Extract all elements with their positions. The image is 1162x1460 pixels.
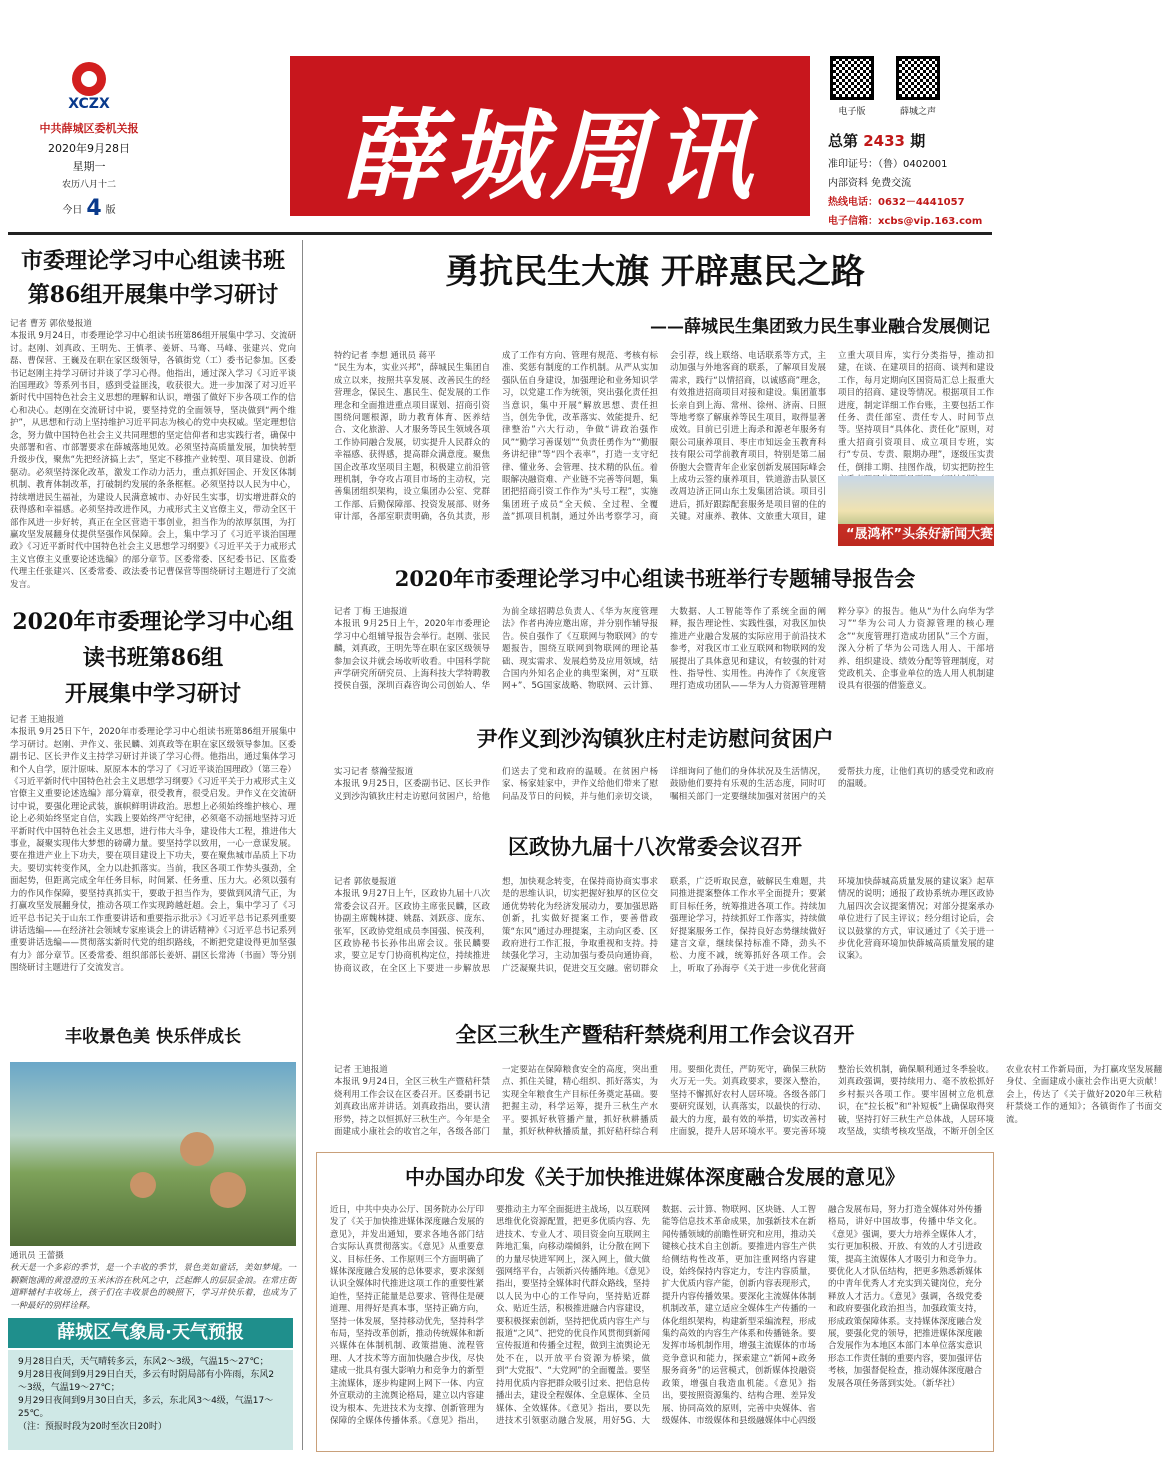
- photo-figure: [180, 1132, 214, 1166]
- weather-line: 9月28日夜间到9月29日白天，多云有时阴局部有小阵雨，东风2～3级，气温19～27℃；: [18, 1370, 275, 1393]
- weekday: 星期一: [72, 160, 106, 173]
- photo-story-headline[interactable]: 丰收景色美 快乐伴成长: [65, 1027, 241, 1047]
- article7-body: 近日，中共中央办公厅、国务院办公厅印发了《关于加快推进媒体深度融合发展的意见》，并发出通知，要求各地各部门结合实际认真贯彻落实。《意见》从重要意义、目标任务、工作原则三个方面明确了媒体深度融合发展的总体要求，要求深刻认识全媒体时代推进这项工作的重要性紧迫性，坚持正能量是总要求、管得住是硬道理、用得好是真本事，坚持正确方向，坚持一体发展，坚持移动优先，坚持科学布局，坚持改革创新，推动传统媒体和新兴媒体在体制机制、政策措施、流程管理、人才技术等方面加快融合步伐，尽快建成一批具有强大影响力和竞争力的新型主流媒体，逐步构建网上网下一体、内宣外宣联动的主流舆论格局，建立以内容建设为根本、先进技术为支撑、创新管理为保障的全媒体传播体系。《意见》指出，要推动主力军全面挺进主战场，以互联网思维优化资源配置，把更多优质内容、先进技术、专业人才、项目资金向互联网主阵地汇集，向移动端倾斜，让分散在网下的力量尽快进军网上，深入网上，做大做强网络平台，占领新兴传播阵地。《意见》指出，要坚持全媒体时代群众路线，坚持以人民为中心的工作导向，坚持贴近群众、贴近生活，积极推进融合内容建设，要积极探索创新，坚持把优质内容生产与报道“之风”、把党的优良作风贯彻到新闻宣传报道和传播全过程，做到主流舆论无处不在，以开放平台资源为桥梁，做到“大党报”、“大党网”的全面覆盖。要坚持用优质内容把群众吸引过来、把信息传播出去，建设全程媒体、全息媒体、全员媒体、全效媒体。《意见》指出，要以先进技术引领驱动融合发展，用好5G、大数据、云计算、物联网、区块链、人工智能等信息技术革命成果，加强新技术在新闻传播领域的前瞻性研究和应用，推动关键核心技术自主创新。要推进内容生产供给侧结构性改革，更加注重网络内容建设，始终保持内容定力，专注内容质量，扩大优质内容产能，创新内容表现形式，提升内容传播效果。要深化主流媒体体制机制改革，建立适应全媒体生产传播的一体化组织架构，构建新型采编流程，形成集约高效的内容生产体系和传播链条。要发挥市场机制作用，增强主流媒体的市场竞争意识和能力，探索建立“新闻+政务服务商务”的运营模式，创新媒体投融资政策，增强自我造血机能。《意见》指出，要按照资源集约、结构合理、差异发展、协同高效的原则，完善中央媒体、省级媒体、市级媒体和县级融媒体中心四级融合发展布局，努力打造全媒体对外传播格局，讲好中国故事，传播中华文化。《意见》强调，要大力培养全媒体人才，实行更加积极、开放、有效的人才引进政策，提高主流媒体人才吸引力和竞争力。要优化人才队伍结构，把更多熟悉新媒体的中青年优秀人才充实到关键岗位，充分释放人才活力。《意见》强调，各级党委和政府要强化政治担当，加强政策支持，形成政策保障体系。支持媒体深度融合发展，要强化党的领导，把推进媒体深度融合发展作为本地区本部门本单位落实意识形态工作责任制的重要内容，要加强评估考核，加强督促检查，推动媒体深度融合发展各项任务落到实处。（新华社）: [330, 1205, 982, 1426]
- org-name: 中共薛城区委机关报: [39, 122, 139, 135]
- photo-figure: [210, 1172, 246, 1208]
- qr-code-icon[interactable]: [830, 56, 874, 100]
- contest-banner-photo: [838, 476, 994, 546]
- issue-date: 2020年9月28日: [48, 142, 130, 155]
- header-left-panel: [14, 62, 164, 221]
- article6-body: 记者 王迪报道 本报讯 9月24日，全区三秋生产暨秸秆禁烧利用工作会议在区委召开。区委副书记刘真政出席并讲话。刘真政指出，要认清形势，持之以恒抓好三秋生产。今年是全面建成小康社会的收官之年，各级各部门一定要站在保障粮食安全的高度，突出重点、抓住关键，精心组织、抓好落实，为实现全年粮食生产目标任务奠定基础。要把握主动，科学运筹，提升三秋生产水平。要抓好秋管播产量，抓好秋耕播质量，抓好秋种秋播质量，抓好秸秆综合利用。要细化责任，严防死守，确保三秋防火万无一失。刘真政要求，要深入整治，坚持不懈抓好农村人居环境。各级各部门要研究谋划，认真落实，以最快的行动、最大的力度，最有效的举措，切实改善村庄面貌，提升人居环境水平。要完善环境整治长效机制，确保顺利通过冬季验收。刘真政强调，要持续用力、毫不放松抓好乡村振兴各项工作。要牢固树立危机意识，在“拉长板”和“补短板”上确保取得突破，坚持打好三秋生产总体战，人居环境攻坚战，实绩考核攻坚战，不断开创全区农业农村工作新局面，为打赢攻坚发展翻身仗、全面建成小康社会作出更大贡献！会上，传达了《关于做好2020年三秋秸秆禁烧工作的通知》；各镇街作了书面交流。: [334, 1065, 1162, 1138]
- column-rule: [302, 240, 303, 1450]
- article3-body: 记者 丁梅 王迪报道 本报讯 9月25日上午，2020年市委理论学习中心组辅导报告会举行。赵刚、张民麟，刘真政，王明先等在职在家区级领导参加会议并就会场收听收看。中国科学院声学研究所研究员、上海科技大学特聘教授侯自强，深圳百森咨询公司创始人、华为前全球招聘总负责人、《华为灰度管理法》作者冉涛应邀出席，并分别作辅导报告。侯自强作了《互联网与物联网》的专题报告，围绕互联网到物联网的理论基础、现实需求、发展趋势及应用领域，结合国内外知名企业的典型案例，对“互联网+”、5G国家战略、物联网、云计算、大数据、人工智能等作了系统全面的阐释，报告理论性、实践性强，对我区加快推进产业融合发展的实际应用于前沿技术参考，对我区市工业互联网和物联网的发展提出了具体意见和建议，有较强的针对性、指导性、实用性。冉涛作了《灰度管理打造成功团队——华为人力资源管理精粹分享》的报告。他从“为什么向华为学习”“华为公司人力资源管理的核心理念”“灰度管理打造成功团队”三个方面，深入分析了华为公司选人用人、干部培养、组织建设、绩效分配等管理制度，对党政机关、企事业单位的选人用人机制建设具有很强的借鉴意义。: [334, 607, 994, 692]
- article1-headline[interactable]: 市委理论学习中心组读书班 第86组开展集中学习研讨: [20, 248, 285, 308]
- article4-body: 实习记者 蔡瀚莹报道 本报讯 9月25日，区委副书记、区长尹作义到沙沟镇狄庄村走访慰问贫困户，给他们送去了党和政府的温暖。在贫困户杨家、杨家娃家中，尹作义给他们带来了慰问品及节日的问候，并与他们亲切交谈，详细询问了他们的身体状况及生活情况，鼓励他们要持有乐观的生活态度，同时叮嘱相关部门一定要继续加强对贫困户的关爱帮扶力度，让他们真切的感受党和政府的温暖。: [334, 767, 994, 802]
- logo-text: XCZX: [68, 96, 110, 112]
- page-count: [14, 196, 164, 221]
- print-permit: 准印证号：（鲁）0402001: [828, 159, 948, 170]
- weather-forecast: [8, 1350, 293, 1450]
- newspaper-logo: [54, 62, 124, 112]
- article6-headline[interactable]: 全区三秋生产暨秸秆禁烧利用工作会议召开: [455, 1022, 855, 1047]
- lead-headline[interactable]: 勇抗民生大旗 开辟惠民之路: [445, 252, 865, 292]
- masthead-title: 薛城周讯: [341, 99, 758, 214]
- issue-number: 总第 2433 期: [828, 132, 926, 150]
- article5-headline[interactable]: 区政协九届十八次常委会议召开: [508, 834, 802, 859]
- weather-note: （注：预报时段为20时至次日20时）: [18, 1422, 167, 1432]
- weather-line: 9月29日夜间到9月30日白天，多云，东北风3～4级，气温17～25℃。: [18, 1396, 274, 1419]
- qr-label-voice: 薛城之声: [899, 107, 936, 117]
- lunar-date: 农历八月十二: [61, 180, 116, 190]
- article7-headline[interactable]: 中办国办印发《关于加快推进媒体深度融合发展的意见》: [405, 1165, 905, 1189]
- lead-subtitle: ——薛城民生集团致力民生事业融合发展侧记: [650, 317, 990, 337]
- qr-code-icon[interactable]: [896, 56, 940, 100]
- email: 电子信箱：xcbs@vip.163.com: [828, 216, 983, 227]
- weather-title: 薛城区气象局·天气预报: [8, 1318, 293, 1348]
- hotline: 热线电话：0632－4441057: [828, 197, 965, 208]
- article1-body: 记者 曹芳 郭依曼报道 本报讯 9月24日，市委理论学习中心组读书班第86组开展集中学习、交流研讨。赵刚、刘真政、王明先、王慎孝、姜妍、马骞、马峰、张建兴、党向磊、曹保营、王巍及在职在家区级领导，各镇街党（工）委书记参加。区委书记赵刚主持学习研讨并谈了学习心得。他指出，通过深入学习《习近平谈治国理政》等系列书目，感到受益匪浅，收获很大。进一步加深了对习近平新时代中国特色社会主义思想的理解和认识，增强了做好下步各项工作的信心和决心。赵刚在交流研讨中说，要坚持党的全面领导，坚决做到“两个维护”，从思想和行动上坚持维护习近平同志为核心的党中央权威。坚定理想信念，努力做中国特色社会主义共同理想的坚定信仰者和忠实践行者，确保中央部署和省、市部署要求在薛城落地见效。必须坚持高质量发展，加快转型升级步伐，聚焦“先把经济搞上去”，坚定不移推产业转型、项目建设、创新驱动。必须坚持深化改革，激发工作动力活力，重点抓好国企、开发区体制机制、教育体制改革，打破制约发展的条条框框。必须坚持以人民为中心，持续增进民生福祉，为建设人民满意城市、办好民生实事，切实增进群众的获得感和幸福感。必须坚持改进作风，力戒形式主义官僚主义，带动全区干部作风进一步好转，真正在全区营造干事创业，担当作为的浓厚氛围，为打赢攻坚发展翻身仗提供坚强作风保障。会上，集中学习了《习近平谈治国理政》《习近平新时代中国特色社会主义思想学习纲要》《习近平关于力戒形式主义官僚主义重要论述选编》的部分章节。区委常委、区纪委书记、区监委代理主任张建兴、区委常委、政法委书记曹保营等围绕研讨主题进行了交流发言。: [10, 319, 296, 590]
- article4-headline[interactable]: 尹作义到沙沟镇狄庄村走访慰问贫困户: [476, 726, 834, 751]
- pages-prefix: 今日: [62, 205, 83, 216]
- article2-headline[interactable]: 2020年市委理论学习中心组 读书班第86组 开展集中学习研讨: [12, 609, 294, 707]
- header-rule: [8, 232, 992, 235]
- weather-line: 9月28日白天，天气晴转多云，东风2～3级，气温15～27℃；: [18, 1357, 269, 1367]
- harvest-photo: [10, 1062, 296, 1246]
- article5-body: 记者 郭依曼报道 本报讯 9月27日上午，区政协九届十八次常委会议召开。区政协主席张民麟，区政协副主席魏林捷、姚磊、刘跃彦、庞东、张军，区政协党组成员李国强、侯茂利，区政协秘书长孙伟出席会议。张民麟要求，要立足专门协商机构定位，持续推进协商议政，在全区上下要进一步解放思想，加快观念转变，在保持商协商实事求是的思维认识，切实把握好独厚的区位交通优势转化为经济发展动力，要加强思路创新，扎实做好提案工作，要善借政策“东风”通过办理提案，主动向区委、区政府进行工作汇报，争取重视和支持。持续强化学习，主动加强与委员向通协商，广泛凝聚共识，促进交互交融。密切群众联系，广泛听取民意，破解民生难题，共同推进提案整体工作水平全面提升；要紧盯目标任务，统筹推进各项工作。持续加强理论学习，持续抓好工作落实，持续做好提案服务工作，保持良好态势继续做好建言文章，继续保持标准不降，劲头不松、力度不减，统筹抓好各项工作。会上，听取了孙海亭《关于进一步优化营商环境加快薛城高质量发展的建议案》起草情况的说明；通报了政协系统办理区政协九届四次会议提案情况；对部分提案承办单位进行了民主评议；经分组讨论后，会议以鼓掌的方式，审议通过了《关于进一步优化营商环境加快薛城高质量发展的建议案》。: [334, 877, 994, 974]
- lead-body: 特约记者 李想 通讯员 蒋平 “民生为本，实业兴邦”，薛城民生集团自成立以来，按照共享发展、改善民生的经营理念，保民生、惠民生、促发展的工作理念和全面推进重点项目谋划、招商引资围绕问题根源，助力教育体育、医养结合、文化旅游、人才服务等民生领域各项工作协同融合发展，切实提升人民群众的幸福感、获得感，提高群众满意度。聚焦国企改革攻坚项目主题，积极建立前沿管理机制，争夺攻占项目市场的主动权，完善集团组织架构，设立集团办公室、党群工作部、后勤保障部、投资发展部、财务审计部，各部室职责明确，各负其责，形成了工作有方向、管理有规范、考核有标准、奖惩有制度的工作机制。从严从实加强队伍自身建设，加强理论和业务知识学习，以党建工作为统领，突出强化责任担当意识，集中开展“解放思想、责任担当，创先争优，改革落实、效能提升、纪律整治”六大行动，争做“讲政治强作风”“勤学习善谋划”“负责任勇作为”“勤服务讲纪律”等“四个表率”，打造一支守纪律、懂业务、会管理、技术精的队伍。着眼解决融资难、产业链不完善等问题，集团把招商引资工作作为“头号工程”，实施集团班子成员“全天候、全过程、全覆盖”抓项目机制，通过外出考察学习，商会引荐，线上联络、电话联系等方式，主动加强与外地客商的联系，了解项目发展需求，践行“以情招商，以诚感商”理念，有效推进招商项目对接和建设。集团董事长亲自到上海、常州、徐州、济南、日照等地考察了解康养等民生项目，取得显著成效。目前已引进上海杀和源老年服务有限公司康养项目、枣庄市知远金玉教育科技有限公司学前教育项目，特别是第二届侨胞大会暨青年企业家创新发展国际峰会上成功云签约康养项目，铁道游击队景区改周边济正同山东土发集团洽谈。项目引进后，抓好跟踪配套服务是项目留的住的关键。对康养、教体、文旅重大项目，建立重大项目库，实行分类指导，推动扣建，在谈、在建项目的招商、谈判和建设工作，每月定期向区国资局汇总上报重大项目的招商、建设等情况。根据项目工作进度，制定详细工作台账，主要包括工作任务、责任部室、责任专人、时间节点等。坚持项目“具体化、责任化”原则，对重大招商引资项目、成立项目专班，实行“专员、专责、限期办理”，逐级压实责任，倒排工期、挂图作战，切实把防控生: [334, 351, 994, 523]
- issue-info: [828, 130, 988, 231]
- masthead: [290, 56, 810, 216]
- contest-banner-label: “晟鸿杯”头条好新闻大赛: [838, 524, 994, 546]
- logo-mark-icon: [72, 62, 106, 96]
- photo-caption: 通讯员 王蕾摄 秋天是一个多彩的季节，是一个丰收的季节，景色美如童话，美如梦境。一颗颗饱满的黄澄澄的玉米沐浴在秋风之中，泛起醉人的层层金浪。在常庄街道畔辅村丰收场上，孩子们在丰收景色的映照下，学习并快乐着，也成为了一种最好的别样诠释。: [10, 1251, 296, 1311]
- internal-note: 内部资料 免费交流: [828, 178, 912, 189]
- photo-figure: [130, 1172, 156, 1198]
- pages-suffix: 版: [105, 205, 116, 216]
- article3-headline[interactable]: 2020年市委理论学习中心组读书班举行专题辅导报告会: [394, 566, 916, 591]
- pages-number: 4: [86, 196, 102, 221]
- qr-label-epaper: 电子版: [838, 107, 866, 117]
- article2-body: 记者 王迪报道 本报讯 9月25日下午，2020年市委理论学习中心组读书班第86组开展集中学习研讨。赵刚、尹作义、张民麟、刘真政等在职在家区级领导参加。区委副书记、区长尹作义主持学习研讨并谈了学习心得。他指出，通过集体学习和个人自学，原汁原味、原原本本的学习了《习近平谈治国理政》（第三卷）《习近平新时代中国特色社会主义思想学习纲要》《习近平关于力戒形式主义官僚主义重要论述选编》部分篇章，很受教育，很受启发。尹作义在交流研讨中说，要强化理论武装，旗帜鲜明讲政治。思想上必须始终维护核心、理论上必须始终坚定自信，实践上要始终严守纪律，必须毫不动摇地坚持习近平新时代中国特色社会主义思想，进行伟大斗争，建设伟大工程，推进伟大事业，凝聚实现伟大梦想的磅礴力量。要坚持学以致用，一心一意谋发展。要在推进产业上下功夫，要在项目建设上下功夫，要在聚焦城市品质上下功夫。要切实转变作风，全力以赴抓落实。当前，我区各项工作势头强劲，全面起势，但距离完成全年任务目标，时间紧、任务重、压力大。必须以强有力的作风作保障，要坚持真抓实干，要敢于担当作为，要做到风清气正，为打赢攻坚发展翻身仗，推动各项工作实现跨越赶超。会上，集中学习了《习近平总书记关于山东工作重要讲话和重要指示批示》《习近平总书记系列重要讲话选编——在经济社会领域专家座谈会上的讲话精神》《习近平总书记系列重要讲话选编——贯彻落实新时代党的组织路线，不断把党建设得更加坚强有力》部分章节。区委常委、组织部部长姜妍、副区长常涛（书面）等分别围绕研讨主题进行了交流发言。: [10, 715, 296, 974]
